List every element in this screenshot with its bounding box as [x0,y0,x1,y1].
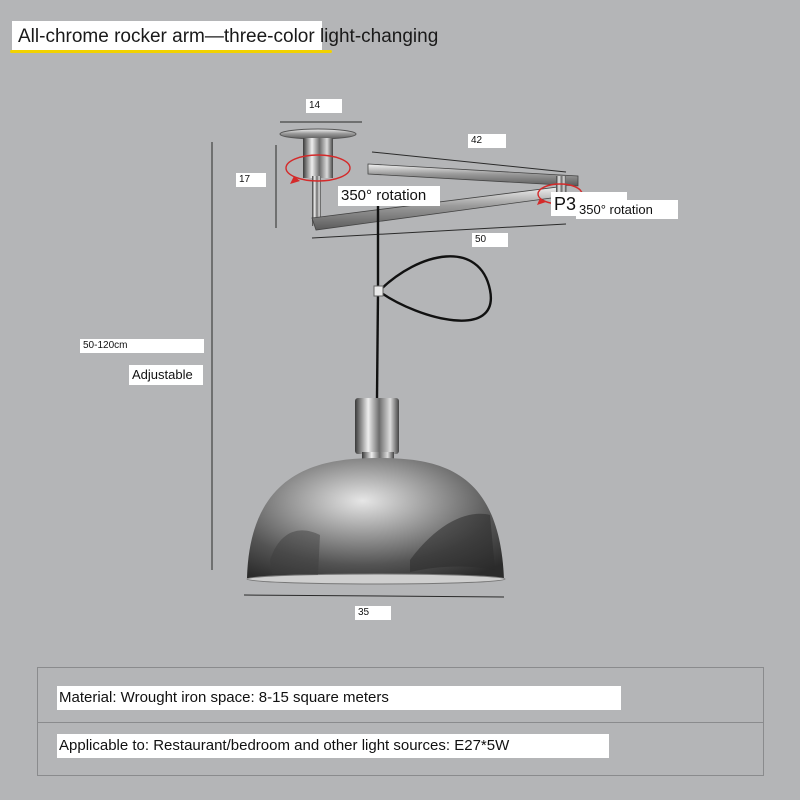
canopy-width-label: 14 [306,99,342,113]
rotation-label-right: 350° rotation [576,200,678,219]
spec-divider [37,722,763,723]
dome-shade [247,458,505,584]
page-title: All-chrome rocker arm—three-color light-changing [12,21,322,51]
spec-applicable: Applicable to: Restaurant/bedroom and other light sources: E27*5W [57,734,609,758]
arm-bottom-line [312,224,566,238]
rotation-code-right: P3 [551,192,627,216]
shade-width-line [244,595,504,597]
drop-adjustable-label: Adjustable [129,365,203,385]
power-cord [374,198,491,398]
spec-material: Material: Wrought iron space: 8-15 square meters [57,686,621,710]
ceiling-canopy [280,129,356,178]
arm-top-length-label: 42 [468,134,506,148]
shade-diameter-label: 35 [355,606,391,620]
canopy-height-label: 17 [236,173,266,187]
rotation-label-left: 350° rotation [338,186,440,206]
drop-height-label: 50-120cm [80,339,204,353]
arm-bottom-length-label: 50 [472,233,508,247]
title-underline [10,50,332,53]
lamp-socket [355,398,399,466]
